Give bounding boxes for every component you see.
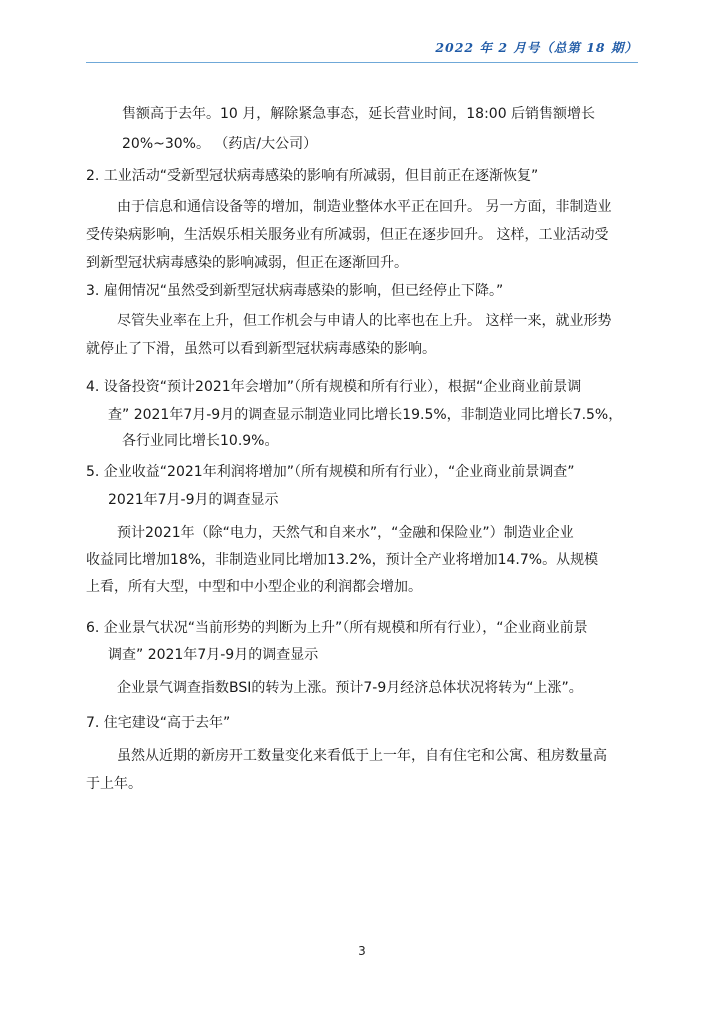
- paragraph-line: 预计2021年（除“电力，天然气和自来水”，“金融和保险业”）制造业企业: [117, 525, 574, 541]
- section-heading-employment: 3. 雇佣情况“虽然受到新型冠状病毒感染的影响，但已经停止下降。”: [86, 283, 504, 299]
- paragraph-line: 就停止了下滑，虽然可以看到新型冠状病毒感染的影响。: [86, 341, 436, 357]
- paragraph-line: 到新型冠状病毒感染的影响减弱，但正在逐渐回升。: [86, 255, 408, 271]
- paragraph-line: 虽然从近期的新房开工数量变化来看低于上一年，自有住宅和公寓、租房数量高: [117, 748, 607, 764]
- paragraph-line: 2021年7月-9月的调查显示: [108, 492, 279, 508]
- paragraph-line: 尽管失业率在上升，但工作机会与申请人的比率也在上升。 这样一来，就业形势: [117, 313, 612, 329]
- page-number: 3: [358, 944, 366, 958]
- paragraph-line: 查” 2021年7月-9月的调查显示制造业同比增长19.5%，非制造业同比增长7.5%，: [108, 407, 623, 423]
- paragraph-line: 由于信息和通信设备等的增加，制造业整体水平正在回升。 另一方面，非制造业: [117, 199, 612, 215]
- paragraph-line: 受传染病影响，生活娱乐相关服务业有所减弱，但正在逐步回升。 这样，工业活动受: [86, 227, 609, 243]
- section-heading-business-conditions: 6. 企业景气状况“当前形势的判断为上升”（所有规模和所有行业），“企业商业前景: [86, 620, 588, 636]
- paragraph-line: 上看，所有大型，中型和中小型企业的利润都会增加。: [86, 579, 422, 595]
- paragraph-line: 调查” 2021年7月-9月的调查显示: [108, 647, 319, 663]
- section-heading-industrial: 2. 工业活动“受新型冠状病毒感染的影响有所减弱，但目前正在逐渐恢复”: [86, 168, 539, 184]
- paragraph-line: 各行业同比增长10.9%。: [122, 433, 279, 449]
- section-heading-investment: 4. 设备投资“预计2021年会增加”（所有规模和所有行业），根据“企业商业前景调: [86, 379, 582, 395]
- paragraph-line: 于上年。: [86, 776, 142, 792]
- paragraph-line: 售额高于去年。10 月，解除紧急事态，延长营业时间，18:00 后销售额增长: [122, 106, 596, 122]
- journal-issue-header: 2022 年 2 月号（总第 18 期）: [435, 40, 638, 55]
- paragraph-line: 20%~30%。 （药店/大公司）: [122, 136, 318, 152]
- section-heading-profits: 5. 企业收益“2021年利润将增加”（所有规模和所有行业），“企业商业前景调查”: [86, 464, 575, 480]
- paragraph-line: 收益同比增加18%，非制造业同比增加13.2%，预计全产业将增加14.7%。从规模: [86, 552, 599, 568]
- header-divider: [86, 62, 638, 63]
- section-heading-housing: 7. 住宅建设“高于去年”: [86, 715, 231, 731]
- paragraph-line: 企业景气调查指数BSI的转为上涨。预计7-9月经济总体状况将转为“上涨”。: [117, 680, 583, 696]
